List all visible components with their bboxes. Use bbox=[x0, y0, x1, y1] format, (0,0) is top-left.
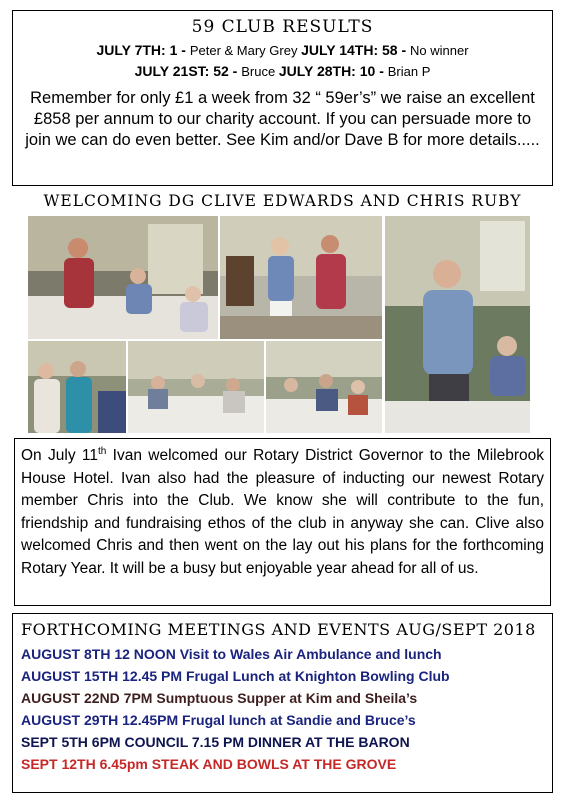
welcome-title: WELCOMING DG CLIVE EDWARDS AND CHRIS RUBY bbox=[43, 192, 522, 210]
photo-guest-speaker bbox=[385, 216, 530, 433]
events-box bbox=[12, 613, 553, 793]
result-name: Brian P bbox=[387, 64, 431, 79]
story-text-start: On July 11 bbox=[21, 447, 98, 464]
events-list bbox=[21, 643, 544, 775]
events-title: FORTHCOMING MEETINGS AND EVENTS AUG/SEPT 2018 bbox=[21, 620, 536, 639]
result-date: JULY 7TH: 1 - bbox=[96, 42, 190, 58]
result-date: JULY 28TH: 10 - bbox=[278, 63, 388, 79]
event-item: SEPT 5TH 6PM COUNCIL 7.15 PM DINNER AT THE BARON bbox=[21, 734, 410, 750]
event-item: AUGUST 29TH 12.45PM Frugal lunch at Sandie and Bruce’s bbox=[21, 712, 416, 728]
photo-members-standing bbox=[28, 341, 126, 433]
club-results-title: 59 CLUB RESULTS bbox=[191, 17, 374, 37]
result-date: JULY 14TH: 58 - bbox=[301, 42, 411, 58]
club-results-list bbox=[13, 40, 552, 82]
event-item: AUGUST 8TH 12 NOON Visit to Wales Air Ambulance and lunch bbox=[21, 646, 442, 662]
event-item: SEPT 12TH 6.45pm STEAK AND BOWLS AT THE GROVE bbox=[21, 756, 397, 772]
result-date: JULY 21ST: 52 - bbox=[134, 63, 242, 79]
result-name: No winner bbox=[410, 43, 469, 58]
story-box bbox=[14, 438, 551, 606]
result-name: Peter & Mary Grey bbox=[189, 43, 302, 58]
photo-welcome-greeting bbox=[220, 216, 382, 339]
photo-clive-chris bbox=[28, 216, 218, 339]
event-item: AUGUST 22ND 7PM Sumptuous Supper at Kim and Sheila’s bbox=[21, 690, 418, 706]
story-superscript: th bbox=[97, 445, 107, 457]
club-results-box bbox=[12, 10, 553, 186]
photo-dining-room-2 bbox=[266, 341, 382, 433]
club-paragraph: Remember for only £1 a week from 32 “ 59er’s” we raise an excellent £858 per annum to our charity account. If you can persuade more to join we can do even better. See Kim and/or Dave B for more details..... bbox=[25, 89, 540, 149]
story-text: Ivan welcomed our Rotary District Governor to the Milebrook House Hotel. Ivan also had the pleasure of inducting our newest Rotary member Chris into the Club. We know she will contribute to the fun, friendship and fundraising ethos of the club in anyway she can. Clive also welcomed Chris and then went on the lay out his plans for the forthcoming Rotary Year. It will be a busy but enjoyable year ahead for all of us. bbox=[21, 447, 544, 577]
photo-dining-room-1 bbox=[128, 341, 264, 433]
result-name: Bruce bbox=[241, 64, 279, 79]
event-item: AUGUST 15TH 12.45 PM Frugal Lunch at Knighton Bowling Club bbox=[21, 668, 450, 684]
